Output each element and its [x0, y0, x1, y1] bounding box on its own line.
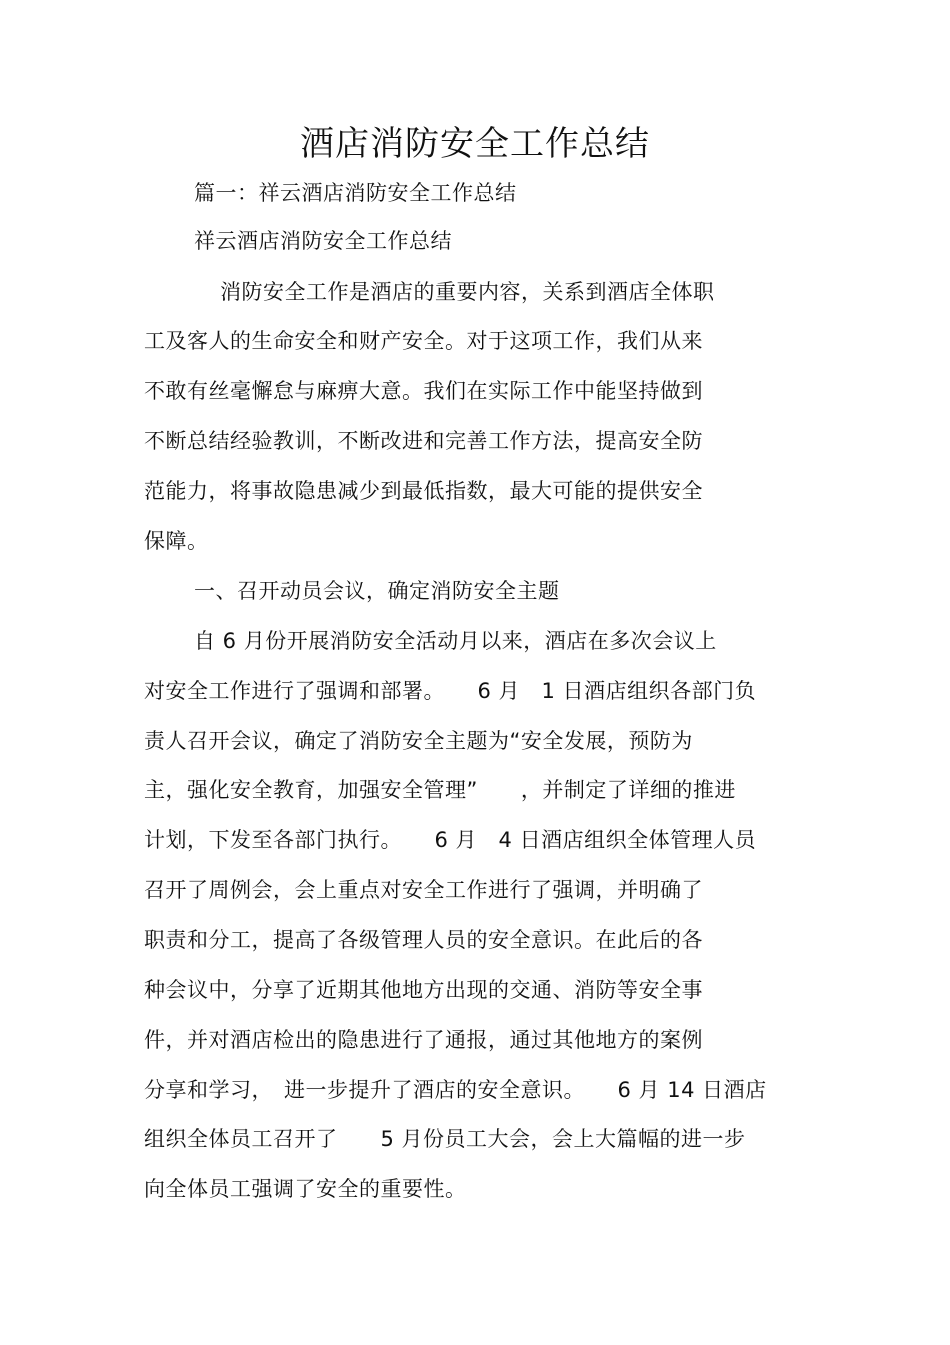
paragraph-line: 向全体员工强调了安全的重要性。: [144, 1177, 467, 1201]
paragraph-line: 不断总结经验教训，不断改进和完善工作方法，提高安全防: [144, 429, 703, 453]
paragraph-line: 范能力，将事故隐患减少到最低指数，最大可能的提供安全: [144, 479, 703, 503]
paragraph-line: 不敢有丝毫懈怠与麻痹大意。我们在实际工作中能坚持做到: [144, 379, 703, 403]
heading: 祥云酒店消防安全工作总结: [194, 229, 452, 253]
paragraph-line: 计划，下发至各部门执行。 6 月 4 日酒店组织全体管理人员: [144, 828, 757, 852]
paragraph-line: 保障。: [144, 529, 209, 553]
paragraph-line: 召开了周例会，会上重点对安全工作进行了强调，并明确了: [144, 878, 703, 902]
paragraph-line: 职责和分工，提高了各级管理人员的安全意识。在此后的各: [144, 928, 703, 952]
paragraph-line: 消防安全工作是酒店的重要内容，关系到酒店全体职: [220, 280, 715, 304]
paragraph-line: 组织全体员工召开了 5 月份员工大会，会上大篇幅的进一步: [144, 1127, 746, 1151]
paragraph-line: 自 6 月份开展消防安全活动月以来，酒店在多次会议上: [194, 629, 717, 653]
paragraph-line: 主，强化安全教育，加强安全管理” ，并制定了详细的推进: [144, 778, 736, 802]
paragraph-line: 对安全工作进行了强调和部署。 6 月 1 日酒店组织各部门负: [144, 679, 757, 703]
document-title: 酒店消防安全工作总结: [300, 124, 650, 164]
paragraph-line: 工及客人的生命安全和财产安全。对于这项工作，我们从来: [144, 329, 703, 353]
paragraph-line: 种会议中，分享了近期其他地方出现的交通、消防等安全事: [144, 978, 703, 1002]
paragraph-line: 分享和学习， 进一步提升了酒店的安全意识。 6 月 14 日酒店: [144, 1078, 767, 1102]
paragraph-line: 件，并对酒店检出的隐患进行了通报，通过其他地方的案例: [144, 1028, 703, 1052]
paragraph-line: 责人召开会议，确定了消防安全主题为“安全发展，预防为: [144, 729, 693, 753]
section-heading: 一、召开动员会议，确定消防安全主题: [194, 579, 560, 603]
subtitle: 篇一：祥云酒店消防安全工作总结: [194, 181, 517, 205]
